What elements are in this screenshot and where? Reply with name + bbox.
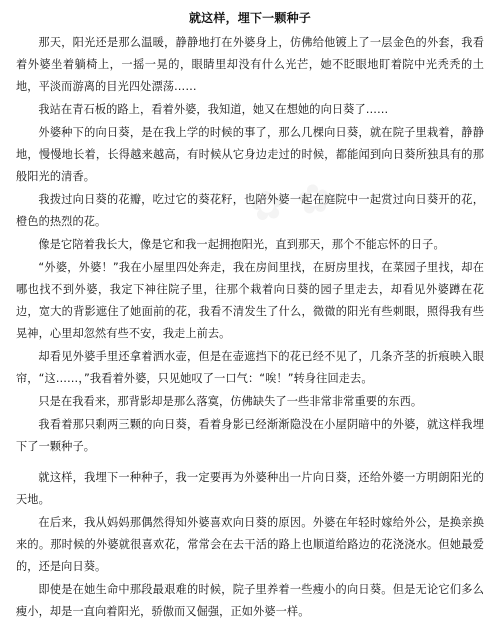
paragraph: 却看见外婆手里还拿着洒水壶，但是在壶遮挡下的花已经不见了，几条齐茎的折痕映入眼帘，“这……，”我看着外婆，只见她叹了一口气：“唉！”转身往回走去。 xyxy=(16,350,484,385)
paragraph: 外婆种下的向日葵，是在我上学的时候的事了，那么几棵向日葵，就在院子里栽着，静静地，慢慢地长着，长得越来越高，有时候从它身边走过的时候，都能闻到向日葵所独具有的那般阳光的清香。 xyxy=(16,126,484,183)
paragraph: 我看着那只剩两三颗的向日葵，看着身影已经渐渐隐没在小屋阴暗中的外婆，就这样我埋下了一颗种子。 xyxy=(16,418,484,453)
document-body-part1 xyxy=(16,32,484,458)
paragraph: 我站在青石板的路上，看着外婆，我知道，她又在想她的向日葵了…… xyxy=(38,103,389,116)
paragraph: 就这样，我埋下一种种子，我一定要再为外婆种出一片向日葵，还给外婆一方明朗阳光的天地。 xyxy=(16,471,484,506)
document-body-part2 xyxy=(16,467,484,623)
paragraph: 只是在我看来，那背影却是那么落寞，仿佛缺失了一些非常非常重要的东西。 xyxy=(38,395,423,408)
paragraph: 即使是在她生命中那段最艰难的时候，院子里养着一些瘦小的向日葵。但是无论它们多么瘦小，却是一直向着阳光，骄傲而又倔强，正如外婆一样。 xyxy=(16,583,484,618)
section-gap xyxy=(16,459,484,467)
page-title: 就这样，埋下一颗种子 xyxy=(188,11,311,25)
paragraph: “外婆，外婆！”我在小屋里四处奔走，我在房间里找，在厨房里找，在菜园子里找，却在哪也找不到外婆，我定下神往院子里，往那个栽着向日葵的园子里走去，却看见外婆蹲在花边，宽大的背影遮住了她面前的花，我看不清发生了什么，微微的阳光有些刺眼，照得我有些晃神，心里却忽然有些不安，我走上前去。 xyxy=(16,261,484,340)
paragraph: 那天，阳光还是那么温暖，静静地打在外婆身上，仿佛给他镀上了一层金色的外套，我看着外婆坐着躺椅上，一摇一晃的，眼睛里却没有什么光芒，她不眨眼地盯着院中光秃秃的土地，平淡而游离的目光四处漂荡…… xyxy=(16,36,484,93)
paragraph: 像是它陪着我长大，像是它和我一起拥抱阳光，直到那天，那个不能忘怀的日子。 xyxy=(38,238,445,251)
paragraph: 在后来，我从妈妈那偶然得知外婆喜欢向日葵的原因。外婆在年轻时嫁给外公，是换亲换来的。那时候的外婆就很喜欢花，常常会在去干活的路上也顺道给路边的花浇浇水。但她最爱的，还是向日葵。 xyxy=(16,516,484,573)
paragraph: 我拨过向日葵的花瓣，吃过它的葵花籽，也陪外婆一起在庭院中一起赏过向日葵开的花，橙色的热烈的花。 xyxy=(16,193,484,228)
